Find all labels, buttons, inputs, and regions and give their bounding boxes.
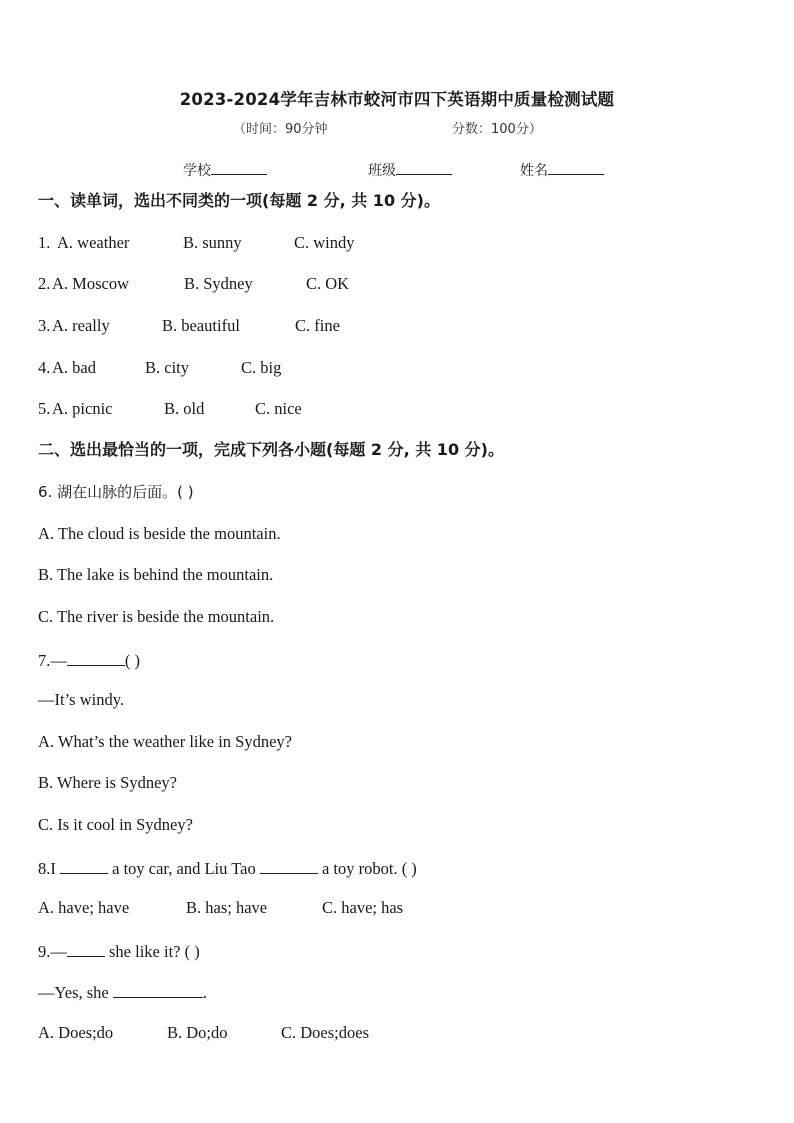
q9-prefix: 9.— — [38, 942, 67, 961]
q9-option-a: A. Does;do — [38, 1023, 114, 1042]
question-1 — [38, 233, 778, 253]
q1-option-c: C. windy — [294, 233, 355, 252]
q8-stem — [38, 857, 417, 879]
q6-option-c: C. The river is beside the mountain. — [38, 607, 275, 626]
class-label: 班级 — [368, 163, 396, 179]
q2-option-b: B. Sydney — [184, 274, 253, 293]
q8-blank-1 — [60, 857, 108, 874]
q5-option-a: A. picnic — [52, 399, 113, 418]
q6-option-a: A. The cloud is beside the mountain. — [38, 524, 281, 543]
q4-option-b: B. city — [145, 358, 189, 377]
class-field — [368, 160, 452, 180]
q5-option-b: B. old — [164, 399, 205, 418]
q1-option-a: A. weather — [57, 233, 130, 252]
question-3 — [38, 316, 778, 336]
q1-number: 1. — [38, 233, 51, 252]
q8-part1: 8.I — [38, 859, 60, 878]
q5-option-c: C. nice — [255, 399, 302, 418]
class-blank — [396, 160, 452, 175]
name-blank — [548, 160, 604, 175]
q8-blank-2 — [260, 857, 318, 874]
q7-reply: —It’s windy. — [38, 690, 125, 709]
q9-reply — [38, 981, 207, 1003]
q3-option-a: A. really — [52, 316, 110, 335]
page-title: 2023-2024学年吉林市蛟河市四下英语期中质量检测试题 — [179, 90, 615, 109]
q9-blank-1 — [67, 940, 105, 957]
q8-option-b: B. has; have — [186, 898, 268, 917]
q2-option-c: C. OK — [306, 274, 350, 293]
q9-reply-prefix: —Yes, she — [38, 983, 113, 1002]
q8-part3: a toy robot. ( ) — [317, 859, 417, 878]
q2-number: 2. — [38, 274, 51, 293]
question-2 — [38, 274, 778, 294]
q7-prefix: 7.— — [38, 651, 67, 670]
question-4 — [38, 358, 778, 378]
q9-options — [38, 1023, 778, 1043]
q3-option-c: C. fine — [295, 316, 340, 335]
q7-stem — [38, 649, 140, 671]
q4-option-c: C. big — [241, 358, 282, 377]
name-label: 姓名 — [520, 163, 548, 179]
q8-part2: a toy car, and Liu Tao — [108, 859, 260, 878]
q9-reply-suffix: . — [202, 983, 208, 1002]
school-label: 学校 — [183, 163, 211, 179]
name-field — [520, 160, 604, 180]
school-blank — [211, 160, 267, 175]
q7-blank — [67, 649, 125, 666]
q5-number: 5. — [38, 399, 51, 418]
q3-number: 3. — [38, 316, 51, 335]
q1-option-b: B. sunny — [183, 233, 242, 252]
exam-time: （时间：90分钟 — [233, 122, 328, 137]
section1-heading: 一、读单词，选出不同类的一项(每题 2 分, 共 10 分)。 — [38, 191, 440, 210]
q9-suffix: she like it? ( ) — [104, 942, 200, 961]
q9-blank-2 — [113, 981, 203, 998]
q7-option-b: B. Where is Sydney? — [38, 773, 178, 792]
section2-heading: 二、选出最恰当的一项，完成下列各小题(每题 2 分, 共 10 分)。 — [38, 440, 504, 459]
q4-option-a: A. bad — [52, 358, 96, 377]
q3-option-b: B. beautiful — [162, 316, 240, 335]
q9-option-b: B. Do;do — [167, 1023, 228, 1042]
school-field — [183, 160, 267, 180]
q6-stem: 6. 湖在山脉的后面。( ) — [38, 483, 194, 501]
exam-score: 分数：100分） — [452, 122, 542, 137]
q8-option-c: C. have; has — [322, 898, 404, 917]
q7-option-c: C. Is it cool in Sydney? — [38, 815, 193, 834]
question-5 — [38, 399, 778, 419]
q7-option-a: A. What’s the weather like in Sydney? — [38, 732, 293, 751]
q6-option-b: B. The lake is behind the mountain. — [38, 565, 274, 584]
q4-number: 4. — [38, 358, 51, 377]
q8-option-a: A. have; have — [38, 898, 130, 917]
q2-option-a: A. Moscow — [52, 274, 129, 293]
q9-stem — [38, 940, 200, 962]
q7-suffix: ( ) — [124, 651, 140, 670]
q9-option-c: C. Does;does — [281, 1023, 369, 1042]
q8-options — [38, 898, 778, 918]
